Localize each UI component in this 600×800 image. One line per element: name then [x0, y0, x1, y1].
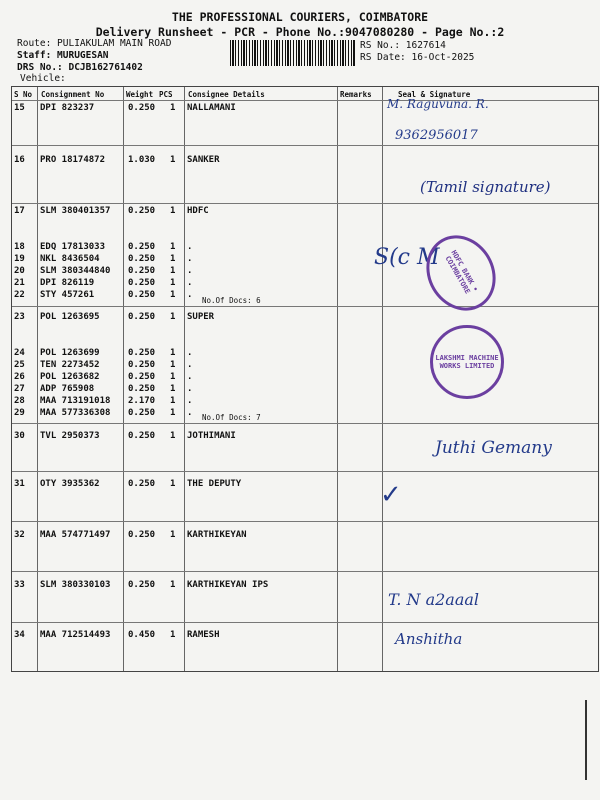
row-consignment-no: TVL 2950373 [40, 431, 100, 441]
row-pcs: 1 [170, 384, 176, 394]
signature-34: Anshitha [395, 630, 463, 648]
row-consignment-no: NKL 8436504 [40, 254, 100, 264]
col-weight: Weight [126, 90, 154, 99]
row-consignment-no: MAA 577336308 [40, 408, 111, 418]
row-sno: 24 [14, 348, 25, 358]
row-pcs: 1 [170, 266, 176, 276]
row-sno: 32 [14, 530, 25, 540]
row-sno: 23 [14, 312, 25, 322]
row-weight: 1.030 [128, 155, 156, 165]
row-pcs: 1 [170, 372, 176, 382]
row-consignee: . [187, 242, 193, 252]
row-weight: 0.250 [128, 372, 156, 382]
row-consignment-no: DPI 826119 [40, 278, 95, 288]
row-weight: 0.250 [128, 266, 156, 276]
row-pcs: 1 [170, 242, 176, 252]
row-consignment-no: MAA 574771497 [40, 530, 111, 540]
row-consignment-no: PRO 18174872 [40, 155, 106, 165]
row-weight: 0.250 [128, 348, 156, 358]
row-pcs: 1 [170, 431, 176, 441]
row-consignee: RAMESH [187, 630, 220, 640]
rs-number: RS No.: 1627614 [360, 40, 446, 51]
row-consignee: . [187, 372, 193, 382]
row-consignee: SUPER [187, 312, 215, 322]
col-pcs: PCS [159, 90, 173, 99]
row-sno: 19 [14, 254, 25, 264]
row-sno: 16 [14, 155, 25, 165]
row-sno: 26 [14, 372, 25, 382]
row-consignment-no: SLM 380344840 [40, 266, 111, 276]
company-title: THE PROFESSIONAL COURIERS, COIMBATORE [171, 10, 429, 24]
row-sno: 15 [14, 103, 25, 113]
col-consignee: Consignee Details [188, 90, 265, 99]
row-weight: 0.250 [128, 242, 156, 252]
row-consignee: . [187, 254, 193, 264]
vehicle-text: Vehicle: [20, 73, 66, 84]
col-remarks: Remarks [340, 90, 372, 99]
row-pcs: 1 [170, 630, 176, 640]
row-consignee: . [187, 290, 193, 300]
row-consignment-no: SLM 380401357 [40, 206, 111, 216]
row-weight: 0.250 [128, 278, 156, 288]
row-pcs: 1 [170, 408, 176, 418]
row-pcs: 1 [170, 254, 176, 264]
row-consignee: KARTHIKEYAN [187, 530, 247, 540]
signature-22: S(c M [374, 245, 440, 270]
row-pcs: 1 [170, 290, 176, 300]
row-weight: 0.450 [128, 630, 156, 640]
row-weight: 0.250 [128, 254, 156, 264]
row-pcs: 1 [170, 206, 176, 216]
row-weight: 0.250 [128, 479, 156, 489]
row-consignee: . [187, 348, 193, 358]
row-sno: 18 [14, 242, 25, 252]
row-weight: 0.250 [128, 580, 156, 590]
row-weight: 0.250 [128, 431, 156, 441]
row-pcs: 1 [170, 103, 176, 113]
row-sno: 25 [14, 360, 25, 370]
signature-16: (Tamil signature) [420, 178, 551, 196]
row-weight: 0.250 [128, 206, 156, 216]
rs-date: RS Date: 16-Oct-2025 [360, 52, 475, 63]
row-consignee: . [187, 266, 193, 276]
hdfc-bank-stamp: HDFC BANK • COIMBATORE [413, 223, 509, 324]
row-weight: 0.250 [128, 103, 156, 113]
row-consignment-no: POL 1263682 [40, 372, 100, 382]
row-sno: 34 [14, 630, 25, 640]
row-consignee: . [187, 278, 193, 288]
row-weight: 0.250 [128, 290, 156, 300]
lakshmi-machine-works-stamp: LAKSHMI MACHINE WORKS LIMITED [430, 325, 504, 399]
row-sno: 20 [14, 266, 25, 276]
row-consignment-no: POL 1263695 [40, 312, 100, 322]
row-pcs: 1 [170, 580, 176, 590]
row-weight: 0.250 [128, 408, 156, 418]
signature-30: Juthi Gemany [435, 438, 552, 458]
row-weight: 0.250 [128, 384, 156, 394]
drs-number: DRS No.: DCJB162761402 [17, 62, 143, 73]
row-consignment-no: POL 1263699 [40, 348, 100, 358]
row-consignee: KARTHIKEYAN IPS [187, 580, 269, 590]
col-sno: S No [14, 90, 33, 99]
scan-edge-mark [585, 700, 587, 780]
row-consignee: NALLAMANI [187, 103, 236, 113]
col-consignment: Consignment No [41, 90, 105, 99]
checkmark-icon: ✓ [380, 480, 402, 510]
row-weight: 0.250 [128, 530, 156, 540]
row-sno: 22 [14, 290, 25, 300]
row-consignee: SANKER [187, 155, 220, 165]
row-consignment-no: OTY 3935362 [40, 479, 100, 489]
docs-count-group2: No.Of Docs: 7 [202, 413, 261, 422]
signature-15-phone: 9362956017 [395, 128, 478, 143]
row-consignee: . [187, 396, 193, 406]
row-consignment-no: STY 457261 [40, 290, 95, 300]
row-sno: 28 [14, 396, 25, 406]
row-consignment-no: TEN 2273452 [40, 360, 100, 370]
col-signature: Seal & Signature [398, 90, 471, 99]
row-consignment-no: ADP 765908 [40, 384, 95, 394]
row-pcs: 1 [170, 348, 176, 358]
route-text: Route: PULIAKULAM MAIN ROAD [17, 38, 172, 49]
row-weight: 2.170 [128, 396, 156, 406]
row-pcs: 1 [170, 479, 176, 489]
row-pcs: 1 [170, 312, 176, 322]
row-sno: 21 [14, 278, 25, 288]
row-pcs: 1 [170, 396, 176, 406]
row-sno: 27 [14, 384, 25, 394]
barcode [230, 40, 356, 66]
docs-count-group1: No.Of Docs: 6 [202, 296, 261, 305]
row-consignee: . [187, 408, 193, 418]
row-consignee: JOTHIMANI [187, 431, 236, 441]
signature-15-name: M. Raguvuna. R. [387, 97, 489, 111]
row-sno: 29 [14, 408, 25, 418]
row-consignment-no: DPI 823237 [40, 103, 95, 113]
row-consignment-no: SLM 380330103 [40, 580, 111, 590]
row-pcs: 1 [170, 278, 176, 288]
row-weight: 0.250 [128, 360, 156, 370]
row-sno: 30 [14, 431, 25, 441]
runsheet-subtitle: Delivery Runsheet - PCR - Phone No.:9047080280 - Page No.:2 [95, 25, 505, 39]
row-consignee: . [187, 360, 193, 370]
signature-33: T. N a2aaal [388, 590, 480, 609]
row-consignment-no: MAA 712514493 [40, 630, 111, 640]
row-weight: 0.250 [128, 312, 156, 322]
row-sno: 33 [14, 580, 25, 590]
row-sno: 17 [14, 206, 25, 216]
row-consignment-no: MAA 713191018 [40, 396, 111, 406]
row-consignee: . [187, 384, 193, 394]
staff-text: Staff: MURUGESAN [17, 50, 109, 61]
row-pcs: 1 [170, 360, 176, 370]
row-pcs: 1 [170, 155, 176, 165]
row-sno: 31 [14, 479, 25, 489]
row-consignee: THE DEPUTY [187, 479, 242, 489]
row-consignee: HDFC [187, 206, 209, 216]
row-pcs: 1 [170, 530, 176, 540]
row-consignment-no: EDQ 17813033 [40, 242, 106, 252]
